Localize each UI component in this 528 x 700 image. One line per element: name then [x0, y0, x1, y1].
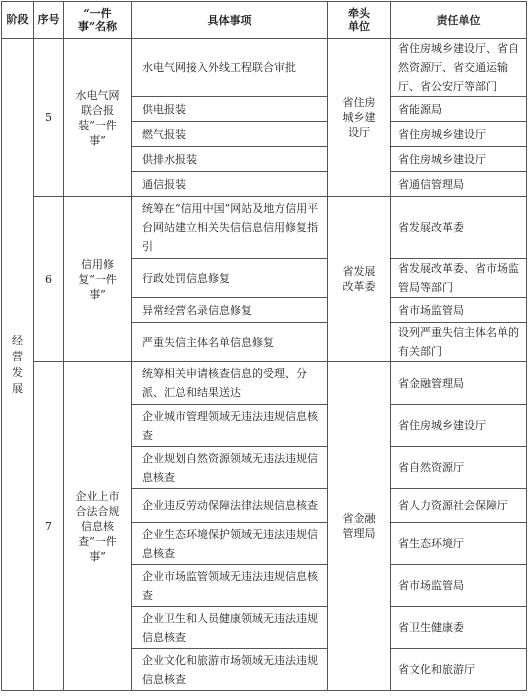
lead-unit: 省发展改革委 [342, 265, 376, 293]
header-units: 责任单位 [391, 2, 527, 39]
responsible-unit-cell: 省能源局 [391, 97, 527, 122]
lead-unit: 省住房城乡建设厅 [342, 96, 376, 139]
table-row [2, 197, 527, 259]
responsible-unit-cell: 省住房城乡建设厅、省自然资源厅、省交通运输厅、省公安厅等部门 [391, 39, 527, 97]
matter-name-cell [64, 39, 132, 197]
header-stage: 阶段 [2, 2, 34, 39]
responsible-unit-cell: 省自然资源厅 [391, 447, 527, 489]
stage-cell [2, 39, 34, 691]
header-name: “一件事”名称 [64, 2, 132, 39]
matter-name: 信用修复“一件事” [78, 257, 117, 301]
responsible-unit-cell: 省住房城乡建设厅 [391, 405, 527, 447]
responsible-unit-cell: 省卫生健康委 [391, 607, 527, 649]
responsible-unit-cell: 省发展改革委、省市场监管局等部门 [391, 259, 527, 298]
lead-unit: 省金融管理局 [342, 512, 376, 540]
responsible-unit-cell: 省住房城乡建设厅 [391, 147, 527, 172]
item-cell: 供电报装 [132, 97, 328, 122]
seq-cell: 7 [34, 362, 64, 691]
item-cell: 企业规划自然资源领域无违法违规信息核查 [132, 447, 328, 489]
header-items: 具体事项 [132, 2, 328, 39]
responsible-unit-cell: 省市场监管局 [391, 565, 527, 607]
responsible-unit-cell: 省住房城乡建设厅 [391, 122, 527, 147]
header-lead: 牵头单位 [328, 2, 391, 39]
responsible-unit-cell: 省金融管理局 [391, 362, 527, 405]
responsible-unit-cell: 省市场监管局 [391, 298, 527, 323]
lead-unit-cell [328, 362, 391, 691]
item-cell: 异常经营名录信息修复 [132, 298, 328, 323]
item-cell: 严重失信主体名单信息修复 [132, 323, 328, 362]
matter-name: 水电气网联合报装“一件事” [75, 88, 120, 147]
responsible-unit-cell: 省人力资源社会保障厅 [391, 489, 527, 523]
stage-label: 经营发展 [12, 333, 23, 395]
responsible-unit-cell: 省通信管理局 [391, 172, 527, 197]
matter-name-cell [64, 197, 132, 362]
item-cell: 供排水报装 [132, 147, 328, 172]
item-cell: 统筹在“信用中国”网站及地方信用平台网站建立相关失信信息信用修复指引 [132, 197, 328, 259]
item-cell: 企业文化和旅游市场领域无违法违规信息核查 [132, 649, 328, 691]
lead-unit-cell [328, 197, 391, 362]
item-cell: 统筹相关申请核查信息的受理、分派、汇总和结果送达 [132, 362, 328, 405]
item-cell: 行政处罚信息修复 [132, 259, 328, 298]
header-row [2, 2, 527, 39]
item-cell: 企业生态环境保护领域无违法违规信息核查 [132, 523, 328, 565]
item-cell: 企业市场监管领域无违法违规信息核查 [132, 565, 328, 607]
matter-name: 企业上市合法合规信息核查“一件事” [75, 489, 120, 563]
item-cell: 通信报装 [132, 172, 328, 197]
item-cell: 企业卫生和人员健康领域无违法违规信息核查 [132, 607, 328, 649]
item-cell: 水电气网接入外线工程联合审批 [132, 39, 328, 97]
lead-unit-cell [328, 39, 391, 197]
responsible-unit-cell: 设列严重失信主体名单的有关部门 [391, 323, 527, 362]
table-row [2, 39, 527, 97]
seq-cell: 6 [34, 197, 64, 362]
item-cell: 企业城市管理领域无违法违规信息核查 [132, 405, 328, 447]
header-seq: 序号 [34, 2, 64, 39]
table-row [2, 362, 527, 405]
item-cell: 企业违反劳动保障法律法规信息核查 [132, 489, 328, 523]
matter-name-cell [64, 362, 132, 691]
responsible-unit-cell: 省生态环境厅 [391, 523, 527, 565]
seq-cell: 5 [34, 39, 64, 197]
item-cell: 燃气报装 [132, 122, 328, 147]
table-body [2, 39, 527, 691]
task-table [1, 1, 527, 691]
responsible-unit-cell: 省文化和旅游厅 [391, 649, 527, 691]
responsible-unit-cell: 省发展改革委 [391, 197, 527, 259]
